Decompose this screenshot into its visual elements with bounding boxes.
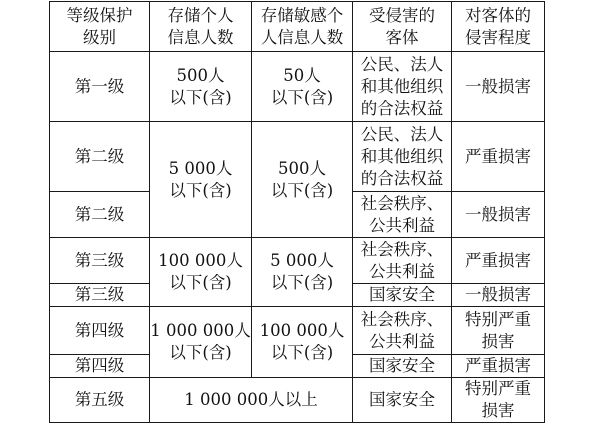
object-cell: 社会秩序、 公共利益 [353, 238, 452, 284]
table-row [50, 307, 545, 355]
object-cell: 公民、法人 和其他组织 的合法权益 [353, 52, 452, 122]
sensitive-count-cell: 50人 以下(含) [252, 52, 353, 122]
level-cell: 第三级 [50, 238, 150, 284]
level-cell: 第二级 [50, 122, 150, 192]
table-header-row [50, 2, 545, 52]
sensitive-count-cell: 100 000人 以下(含) [252, 307, 353, 378]
table-row [50, 122, 545, 192]
sensitive-count-cell: 5 000人 以下(含) [252, 238, 353, 307]
object-cell: 国家安全 [353, 355, 452, 378]
personal-count-cell: 100 000人 以下(含) [150, 238, 252, 307]
harm-cell: 特别严重 损害 [452, 307, 545, 355]
personal-count-cell: 500人 以下(含) [150, 52, 252, 122]
header-harm: 对客体的 侵害程度 [452, 2, 545, 52]
level-cell: 第一级 [50, 52, 150, 122]
level-cell: 第二级 [50, 192, 150, 238]
count-merged-cell: 1 000 000人以上 [150, 378, 353, 423]
harm-cell: 特别严重 损害 [452, 378, 545, 423]
protection-level-table [49, 1, 545, 423]
personal-count-cell: 1 000 000人 以下(含) [150, 307, 252, 378]
personal-count-cell: 5 000人 以下(含) [150, 122, 252, 238]
object-cell: 国家安全 [353, 284, 452, 307]
header-object: 受侵害的 客体 [353, 2, 452, 52]
harm-cell: 严重损害 [452, 238, 545, 284]
object-cell: 公民、法人 和其他组织 的合法权益 [353, 122, 452, 192]
harm-cell: 一般损害 [452, 284, 545, 307]
harm-cell: 一般损害 [452, 52, 545, 122]
harm-cell: 严重损害 [452, 122, 545, 192]
header-level: 等级保护 级别 [50, 2, 150, 52]
header-sensitive-count: 存储敏感个 人信息人数 [252, 2, 353, 52]
level-cell: 第三级 [50, 284, 150, 307]
harm-cell: 严重损害 [452, 355, 545, 378]
header-personal-count: 存储个人 信息人数 [150, 2, 252, 52]
object-cell: 社会秩序、 公共利益 [353, 192, 452, 238]
table-row [50, 52, 545, 122]
object-cell: 国家安全 [353, 378, 452, 423]
table-row [50, 378, 545, 423]
sensitive-count-cell: 500人 以下(含) [252, 122, 353, 238]
level-cell: 第五级 [50, 378, 150, 423]
table-row [50, 238, 545, 284]
harm-cell: 一般损害 [452, 192, 545, 238]
object-cell: 社会秩序、 公共利益 [353, 307, 452, 355]
level-cell: 第四级 [50, 307, 150, 355]
level-cell: 第四级 [50, 355, 150, 378]
